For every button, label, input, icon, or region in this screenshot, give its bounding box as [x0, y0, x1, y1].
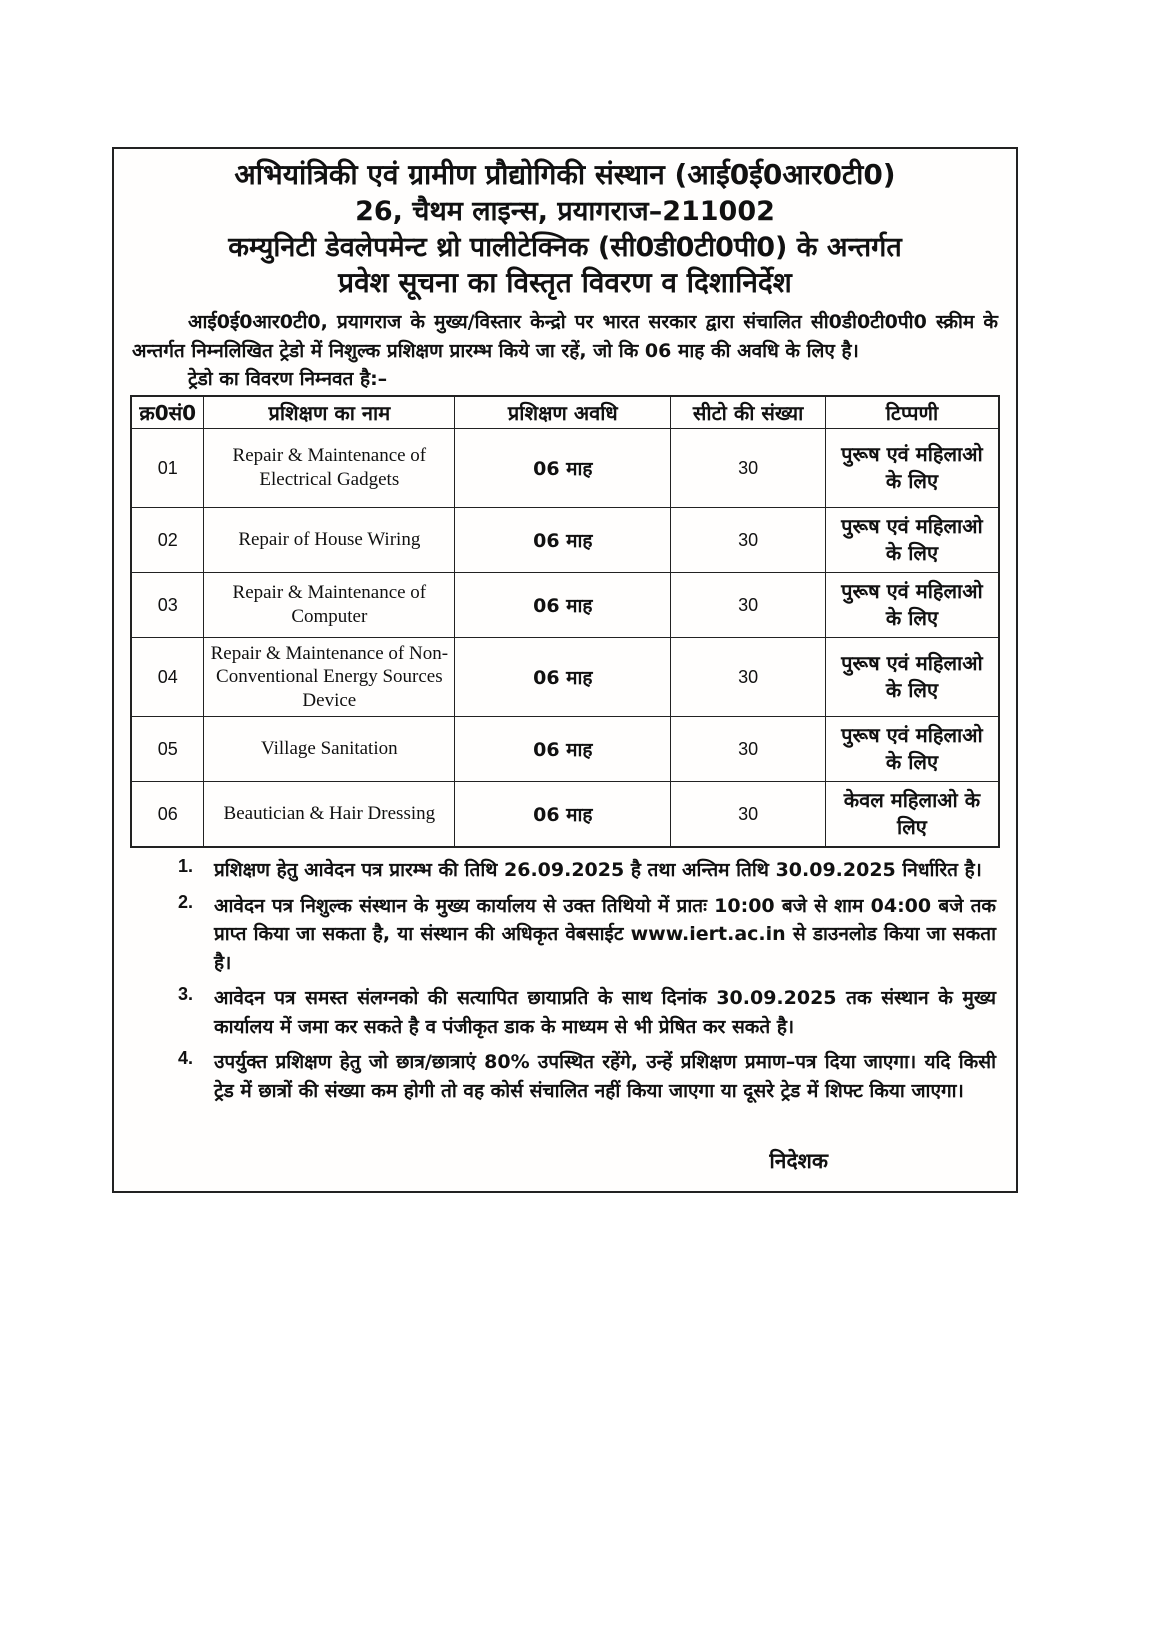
note-item	[178, 856, 996, 885]
table-row	[131, 717, 999, 782]
cell-remark: पुरूष एवं महिलाओ के लिए	[825, 573, 999, 638]
cell-trade-name: Repair & Maintenance of Electrical Gadgets	[204, 429, 455, 508]
cell-remark: केवल महिलाओ के लिए	[825, 782, 999, 848]
cell-seats: 30	[671, 638, 826, 717]
signature-director: निदेशक	[769, 1149, 828, 1174]
note-item	[178, 1048, 996, 1105]
cell-duration: 06 माह	[455, 638, 671, 717]
table-row	[131, 508, 999, 573]
header-training-name: प्रशिक्षण का नाम	[204, 396, 455, 429]
note-text: प्रशिक्षण हेतु आवेदन पत्र प्रारम्भ की तिथि 26.09.2025 है तथा अन्तिम तिथि 30.09.2025 निर्धारित है।	[214, 859, 982, 882]
note-text: आवेदन पत्र निशुल्क संस्थान के मुख्य कार्यालय से उक्त तिथियो में प्रातः 10:00 बजे से शाम 04:00 बजे तक प्राप्त किया जा सकता है, या संस्थान की अधिकृत वेबसाईट www.iert.ac.in से डाउनलोड किया जा सकता है।	[214, 894, 996, 974]
header-serial: क्र0सं0	[131, 396, 204, 429]
note-item	[178, 892, 996, 978]
note-number: 4.	[178, 1048, 194, 1069]
header-duration: प्रशिक्षण अवधि	[455, 396, 671, 429]
cell-duration: 06 माह	[455, 508, 671, 573]
cell-seats: 30	[671, 717, 826, 782]
cell-serial: 03	[131, 573, 204, 638]
cell-serial: 05	[131, 717, 204, 782]
note-number: 2.	[178, 891, 194, 912]
header-remark: टिप्पणी	[825, 396, 999, 429]
cell-seats: 30	[671, 429, 826, 508]
note-item	[178, 984, 996, 1041]
notes-list	[178, 856, 996, 1105]
table-row	[131, 638, 999, 717]
table-header-row	[131, 396, 999, 429]
cell-trade-name: Repair of House Wiring	[204, 508, 455, 573]
cell-remark: पुरूष एवं महिलाओ के लिए	[825, 638, 999, 717]
cell-serial: 04	[131, 638, 204, 717]
table-row	[131, 782, 999, 848]
cell-remark: पुरूष एवं महिलाओ के लिए	[825, 429, 999, 508]
cell-seats: 30	[671, 508, 826, 573]
cell-duration: 06 माह	[455, 429, 671, 508]
note-number: 1.	[178, 856, 194, 877]
cell-remark: पुरूष एवं महिलाओ के लिए	[825, 717, 999, 782]
cell-seats: 30	[671, 782, 826, 848]
cell-trade-name: Village Sanitation	[204, 717, 455, 782]
note-text: आवेदन पत्र समस्त संलग्नको की सत्यापित छायाप्रति के साथ दिनांक 30.09.2025 तक संस्थान के मुख्य कार्यालय में जमा कर सकते है व पंजीकृत डाक के माध्यम से भी प्रेषित कर सकते है।	[214, 987, 996, 1038]
intro-paragraph: आई0ई0आर0टी0, प्रयागराज के मुख्य/विस्तार केन्द्रो पर भारत सरकार द्वारा संचालित सी0डी0टी0पी0 स्क्रीम के अन्तर्गत निम्नलिखित ट्रेडो में निशुल्क प्रशिक्षण प्रारम्भ किये जा रहें, जो कि 06 माह की अवधि के लिए है।	[132, 311, 998, 362]
notice-header	[130, 157, 1000, 302]
scheme-title: कम्युनिटी डेवलेपमेन्ट थ्रो पालीटेक्निक (सी0डी0टी0पी0) के अन्तर्गत	[228, 231, 902, 263]
cell-serial: 02	[131, 508, 204, 573]
trades-table	[130, 395, 1000, 848]
institute-name: अभियांत्रिकी एवं ग्रामीण प्रौद्योगिकी संस्थान (आई0ई0आर0टी0)	[234, 158, 896, 191]
cell-trade-name: Repair & Maintenance of Non-Conventional Energy Sources Device	[204, 638, 455, 717]
table-row	[131, 573, 999, 638]
intro-line2: ट्रेडो का विवरण निम्नवत है:–	[188, 368, 388, 391]
cell-duration: 06 माह	[455, 717, 671, 782]
institute-address: 26, चैथम लाइन्स, प्रयागराज–211002	[355, 195, 775, 227]
notice-sheet	[112, 147, 1018, 1193]
cell-remark: पुरूष एवं महिलाओ के लिए	[825, 508, 999, 573]
table-row	[131, 429, 999, 508]
cell-serial: 01	[131, 429, 204, 508]
cell-serial: 06	[131, 782, 204, 848]
note-number: 3.	[178, 984, 194, 1005]
notice-title: प्रवेश सूचना का विस्तृत विवरण व दिशानिर्देश	[338, 266, 792, 300]
cell-seats: 30	[671, 573, 826, 638]
cell-duration: 06 माह	[455, 573, 671, 638]
cell-duration: 06 माह	[455, 782, 671, 848]
cell-trade-name: Beautician & Hair Dressing	[204, 782, 455, 848]
cell-trade-name: Repair & Maintenance of Computer	[204, 573, 455, 638]
note-text: उपर्युक्त प्रशिक्षण हेतु जो छात्र/छात्राएं 80% उपस्थित रहेंगे, उन्हें प्रशिक्षण प्रमाण–पत्र दिया जाएगा। यदि किसी ट्रेड में छात्रों की संख्या कम होगी तो वह कोर्स संचालित नहीं किया जाएगा या दूसरे ट्रेड में शिफ्ट किया जाएगा।	[214, 1051, 996, 1102]
header-seats: सीटो की संख्या	[671, 396, 826, 429]
